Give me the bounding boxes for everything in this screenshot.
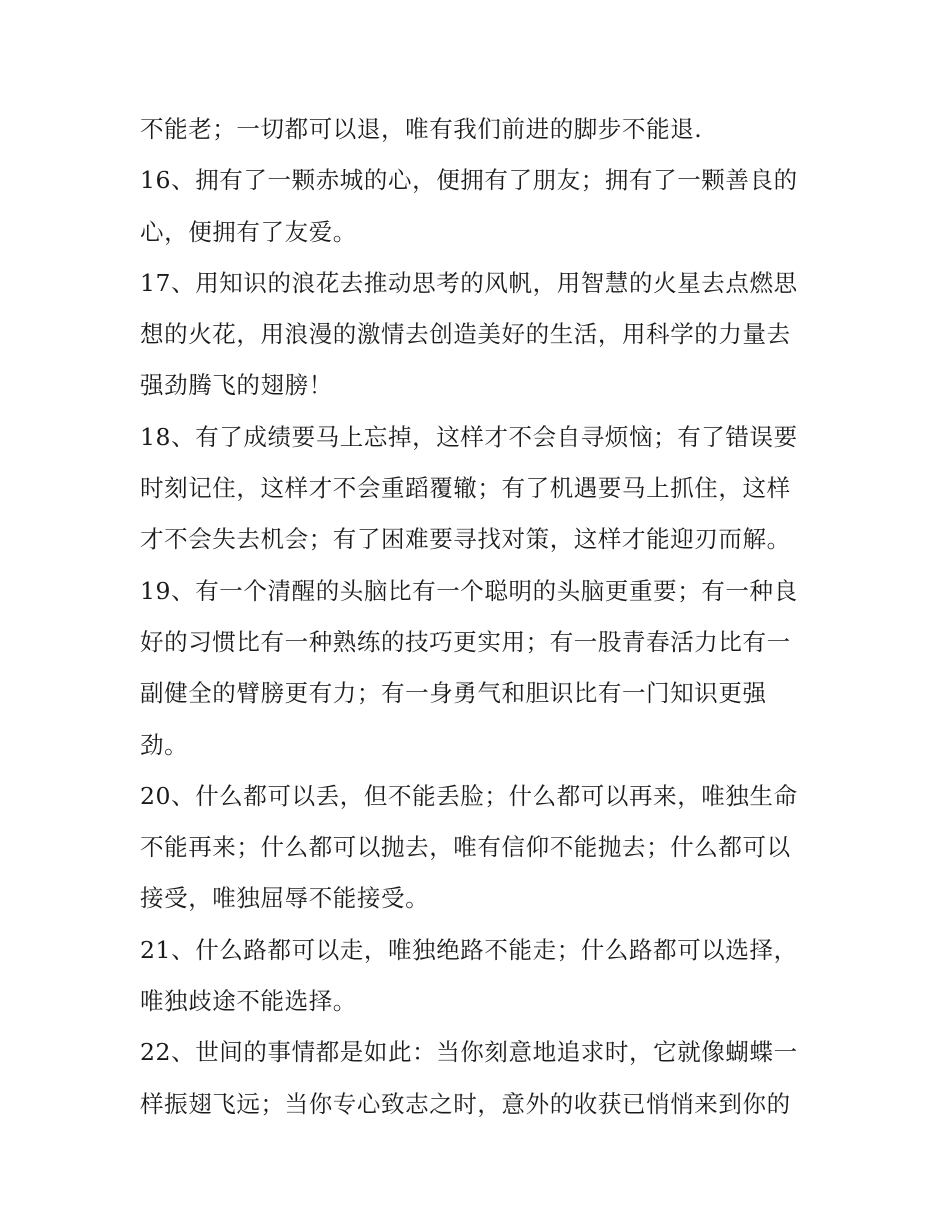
text-line: 18、有了成绩要马上忘掉，这样才不会自寻烦恼；有了错误要 [140,422,798,451]
text-line: 接受，唯独屈辱不能接受。 [140,884,430,913]
text-line: 时刻记住，这样才不会重蹈覆辙；有了机遇要马上抓住，这样 [140,474,791,503]
text-line: 样振翅飞远；当你专心致志之时，意外的收获已悄悄来到你的 [140,1089,791,1118]
text-line: 想的火花，用浪漫的激情去创造美好的生活，用科学的力量去 [140,320,791,349]
text-line: 20、什么都可以丢，但不能丢脸；什么都可以再来，唯独生命 [140,781,798,810]
text-line: 心，便拥有了友爱。 [140,217,357,246]
text-line: 17、用知识的浪花去推动思考的风帆，用智慧的火星去点燃思 [140,268,798,297]
text-line: 才不会失去机会；有了困难要寻找对策，这样才能迎刃而解。 [140,525,791,554]
text-line: 21、什么路都可以走，唯独绝路不能走；什么路都可以选择， [140,935,798,964]
text-line: 副健全的臂膀更有力；有一身勇气和胆识比有一门知识更强 [140,679,767,708]
text-line: 强劲腾飞的翅膀！ [140,371,333,400]
text-line: 好的习惯比有一种熟练的技巧更实用；有一股青春活力比有一 [140,627,791,656]
document-body [140,104,820,1130]
text-line: 唯独歧途不能选择。 [140,987,357,1016]
text-line: 19、有一个清醒的头脑比有一个聪明的头脑更重要；有一种良 [140,576,798,605]
text-line: 劲。 [140,730,189,759]
text-line: 16、拥有了一颗赤城的心，便拥有了朋友；拥有了一颗善良的 [140,166,798,195]
text-line: 不能再来；什么都可以抛去，唯有信仰不能抛去；什么都可以 [140,833,791,862]
text-line: 不能老；一切都可以退，唯有我们前进的脚步不能退. [140,115,703,143]
text-line: 22、世间的事情都是如此：当你刻意地追求时，它就像蝴蝶一 [140,1038,798,1067]
